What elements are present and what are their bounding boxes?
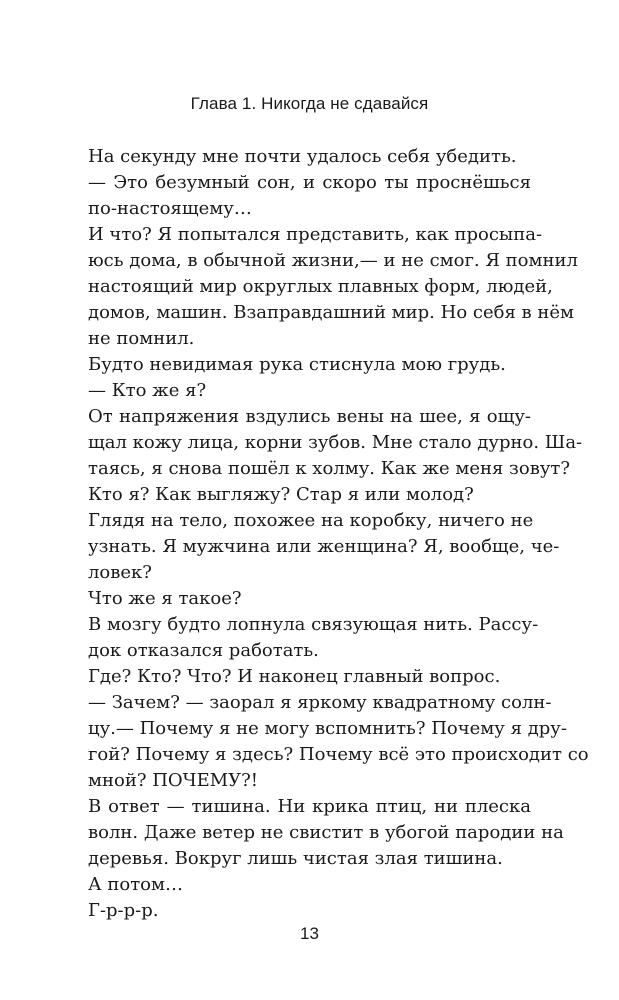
text-line: А потом… bbox=[88, 874, 183, 895]
text-line: Глядя на тело, похожее на коробку, ничего не bbox=[88, 510, 534, 531]
text-line: юсь дома, в обычной жизни,— и не смог. Я помнил bbox=[88, 250, 578, 271]
text-line: узнать. Я мужчина или женщина? Я, вообще, че- bbox=[88, 536, 560, 557]
text-line: док отказался работать. bbox=[88, 640, 319, 661]
text-line: Кто я? Как выгляжу? Стар я или молод? bbox=[88, 484, 474, 505]
text-line: мной? ПОЧЕМУ?! bbox=[88, 770, 259, 791]
text-line: — Кто же я? bbox=[88, 380, 207, 401]
running-head: Глава 1. Никогда не сдавайся bbox=[190, 94, 429, 113]
page-number: 13 bbox=[300, 924, 319, 943]
text-line: домов, машин. Взаправдашний мир. Но себя в нём bbox=[88, 302, 575, 323]
text-line: деревья. Вокруг лишь чистая злая тишина. bbox=[88, 848, 503, 869]
text-line: И что? Я попытался представить, как просыпа- bbox=[88, 224, 543, 245]
text-line: В ответ — тишина. Ни крика птиц, ни плеска bbox=[88, 796, 531, 817]
text-line: В мозгу будто лопнула связующая нить. Рассу- bbox=[88, 614, 539, 635]
text-line: Что же я такое? bbox=[88, 588, 242, 609]
body-text bbox=[88, 144, 589, 924]
text-line: — Зачем? — заорал я яркому квадратному солн- bbox=[88, 692, 552, 713]
text-line: не помнил. bbox=[88, 328, 195, 349]
text-line: цу.— Почему я не могу вспомнить? Почему я дру- bbox=[88, 718, 567, 739]
text-line: От напряжения вздулись вены на шее, я ощу- bbox=[88, 406, 531, 427]
text-line: Г-р-р-р. bbox=[88, 900, 159, 921]
text-line: Где? Кто? Что? И наконец главный вопрос. bbox=[88, 666, 501, 687]
text-line: На секунду мне почти удалось себя убедить. bbox=[88, 146, 517, 167]
text-line: таясь, я снова пошёл к холму. Как же меня зовут? bbox=[88, 458, 571, 479]
text-line: по-настоящему… bbox=[88, 198, 252, 219]
text-line: волн. Даже ветер не свистит в убогой пародии на bbox=[88, 822, 564, 843]
text-line: настоящий мир округлых плавных форм, людей, bbox=[88, 276, 553, 297]
text-line: щал кожу лица, корни зубов. Мне стало дурно. Ша- bbox=[88, 432, 583, 453]
text-line: гой? Почему я здесь? Почему всё это происходит со bbox=[88, 744, 589, 765]
text-line: ловек? bbox=[88, 562, 152, 583]
text-line: — Это безумный сон, и скоро ты проснёшься bbox=[88, 172, 531, 193]
text-line: Будто невидимая рука стиснула мою грудь. bbox=[88, 354, 506, 375]
